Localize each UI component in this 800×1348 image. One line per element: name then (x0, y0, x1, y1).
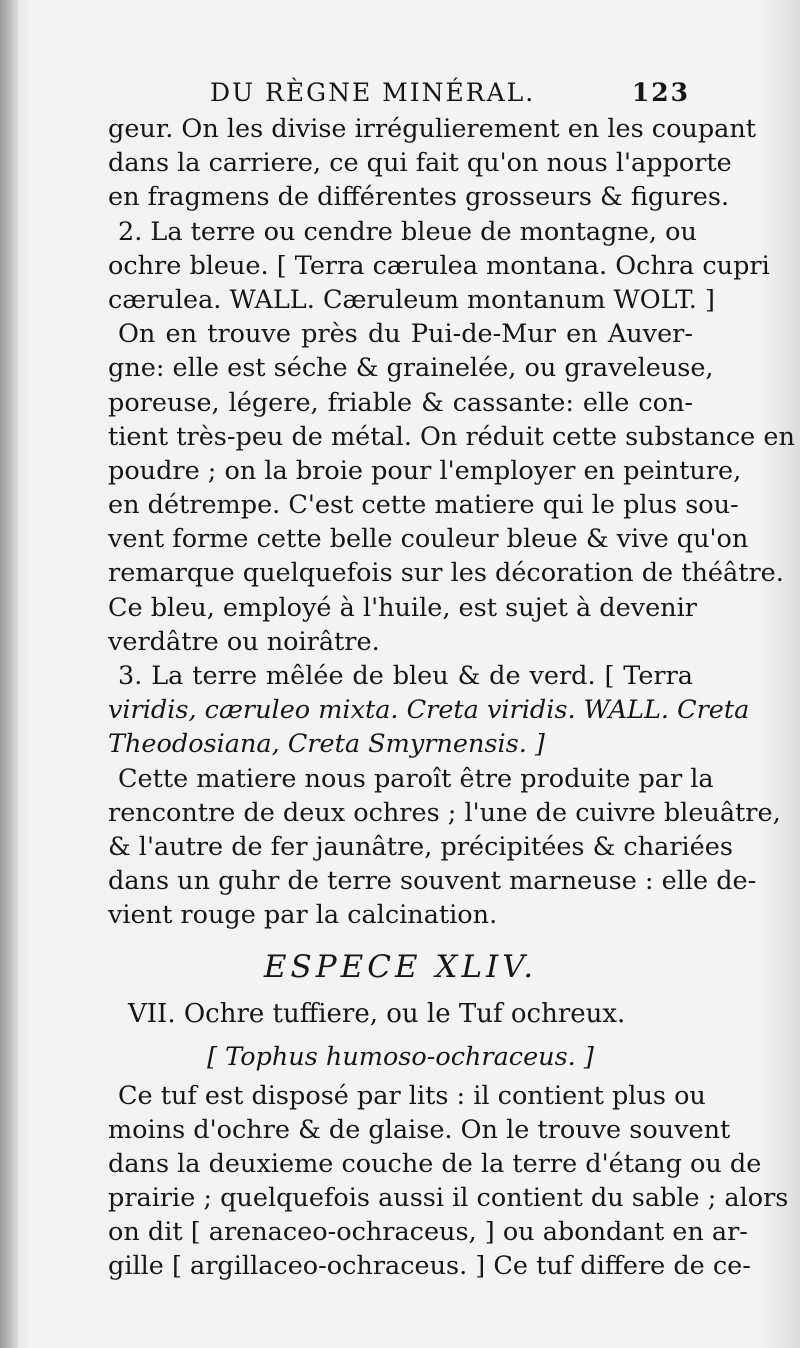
text-line: tient très-peu de métal. On réduit cette substance en (108, 421, 795, 452)
text-line: On en trouve près du Pui-de-Mur en Auver- (118, 319, 693, 350)
text-line: 2. La terre ou cendre bleue de montagne, ou (118, 216, 697, 247)
text-line: poreuse, légere, friable & cassante: elle con- (108, 387, 693, 418)
species-heading (108, 941, 693, 993)
running-title: DU RÈGNE MINÉRAL. (210, 78, 536, 107)
text-line: viridis, cæruleo mixta. Creta viridis. WALL. Creta (108, 695, 750, 726)
text-line: Theodosiana, Creta Smyrnensis. ] (108, 729, 545, 760)
text-line: moins d'ochre & de glaise. On le trouve souvent (108, 1114, 731, 1145)
text-line: dans un guhr de terre souvent marneuse : elle de- (108, 866, 757, 897)
text-line: dans la carriere, ce qui fait qu'on nous l'apporte (108, 148, 732, 179)
text-line: Ce tuf est disposé par lits : il contient plus ou (118, 1080, 706, 1111)
text-line: dans la deuxieme couche de la terre d'étang ou de (108, 1148, 762, 1179)
text-line: geur. On les divise irrégulierement en les coupant (108, 114, 757, 144)
text-line: verdâtre ou noirâtre. (108, 626, 380, 657)
text-line: cærulea. WALL. Cæruleum montanum WOLT. ] (108, 284, 715, 315)
text-line: gille [ argillaceo-ochraceus. ] Ce tuf differe de ce- (108, 1251, 751, 1282)
text-line: prairie ; quelquefois aussi il contient du sable ; alors (108, 1183, 789, 1214)
text-line: Cette matiere nous paroît être produite par la (118, 763, 714, 794)
text-line: gne: elle est séche & grainelée, ou graveleuse, (108, 353, 714, 384)
text-line: en fragmens de différentes grosseurs & figures. (108, 182, 730, 213)
running-head (210, 78, 690, 112)
latin-name: [ Tophus humoso-ochraceus. ] (207, 1041, 594, 1072)
text-line: Ce bleu, employé à l'huile, est sujet à devenir (108, 592, 697, 623)
text-line: 3. La terre mêlée de bleu & de verd. [ Terra (118, 661, 693, 691)
section-subheading: VII. Ochre tuffiere, ou le Tuf ochreux. (128, 998, 626, 1029)
text-line: rencontre de deux ochres ; l'une de cuivre bleuâtre, (108, 797, 781, 828)
text-line: vient rouge par la calcination. (108, 900, 498, 931)
text-line: & l'autre de fer jaunâtre, précipitées & chariées (108, 831, 733, 862)
book-spine-shadow (0, 0, 18, 1348)
text-line: en détrempe. C'est cette matiere qui le plus sou- (108, 490, 739, 521)
text-line: ochre bleue. [ Terra cærulea montana. Ochra cupri (108, 250, 770, 281)
body-text (108, 112, 795, 1284)
text-line: vent forme cette belle couleur bleue & vive qu'on (108, 524, 749, 555)
text-line: poudre ; on la broie pour l'employer en peinture, (108, 455, 742, 486)
species-word: ESPECE (263, 948, 422, 985)
text-line: remarque quelquefois sur les décoration de théâtre. (108, 558, 784, 589)
page-number: 123 (631, 78, 690, 107)
text-line: on dit [ arenaceo-ochraceus, ] ou abondant en ar- (108, 1217, 748, 1248)
species-number: XLIV. (435, 948, 538, 985)
